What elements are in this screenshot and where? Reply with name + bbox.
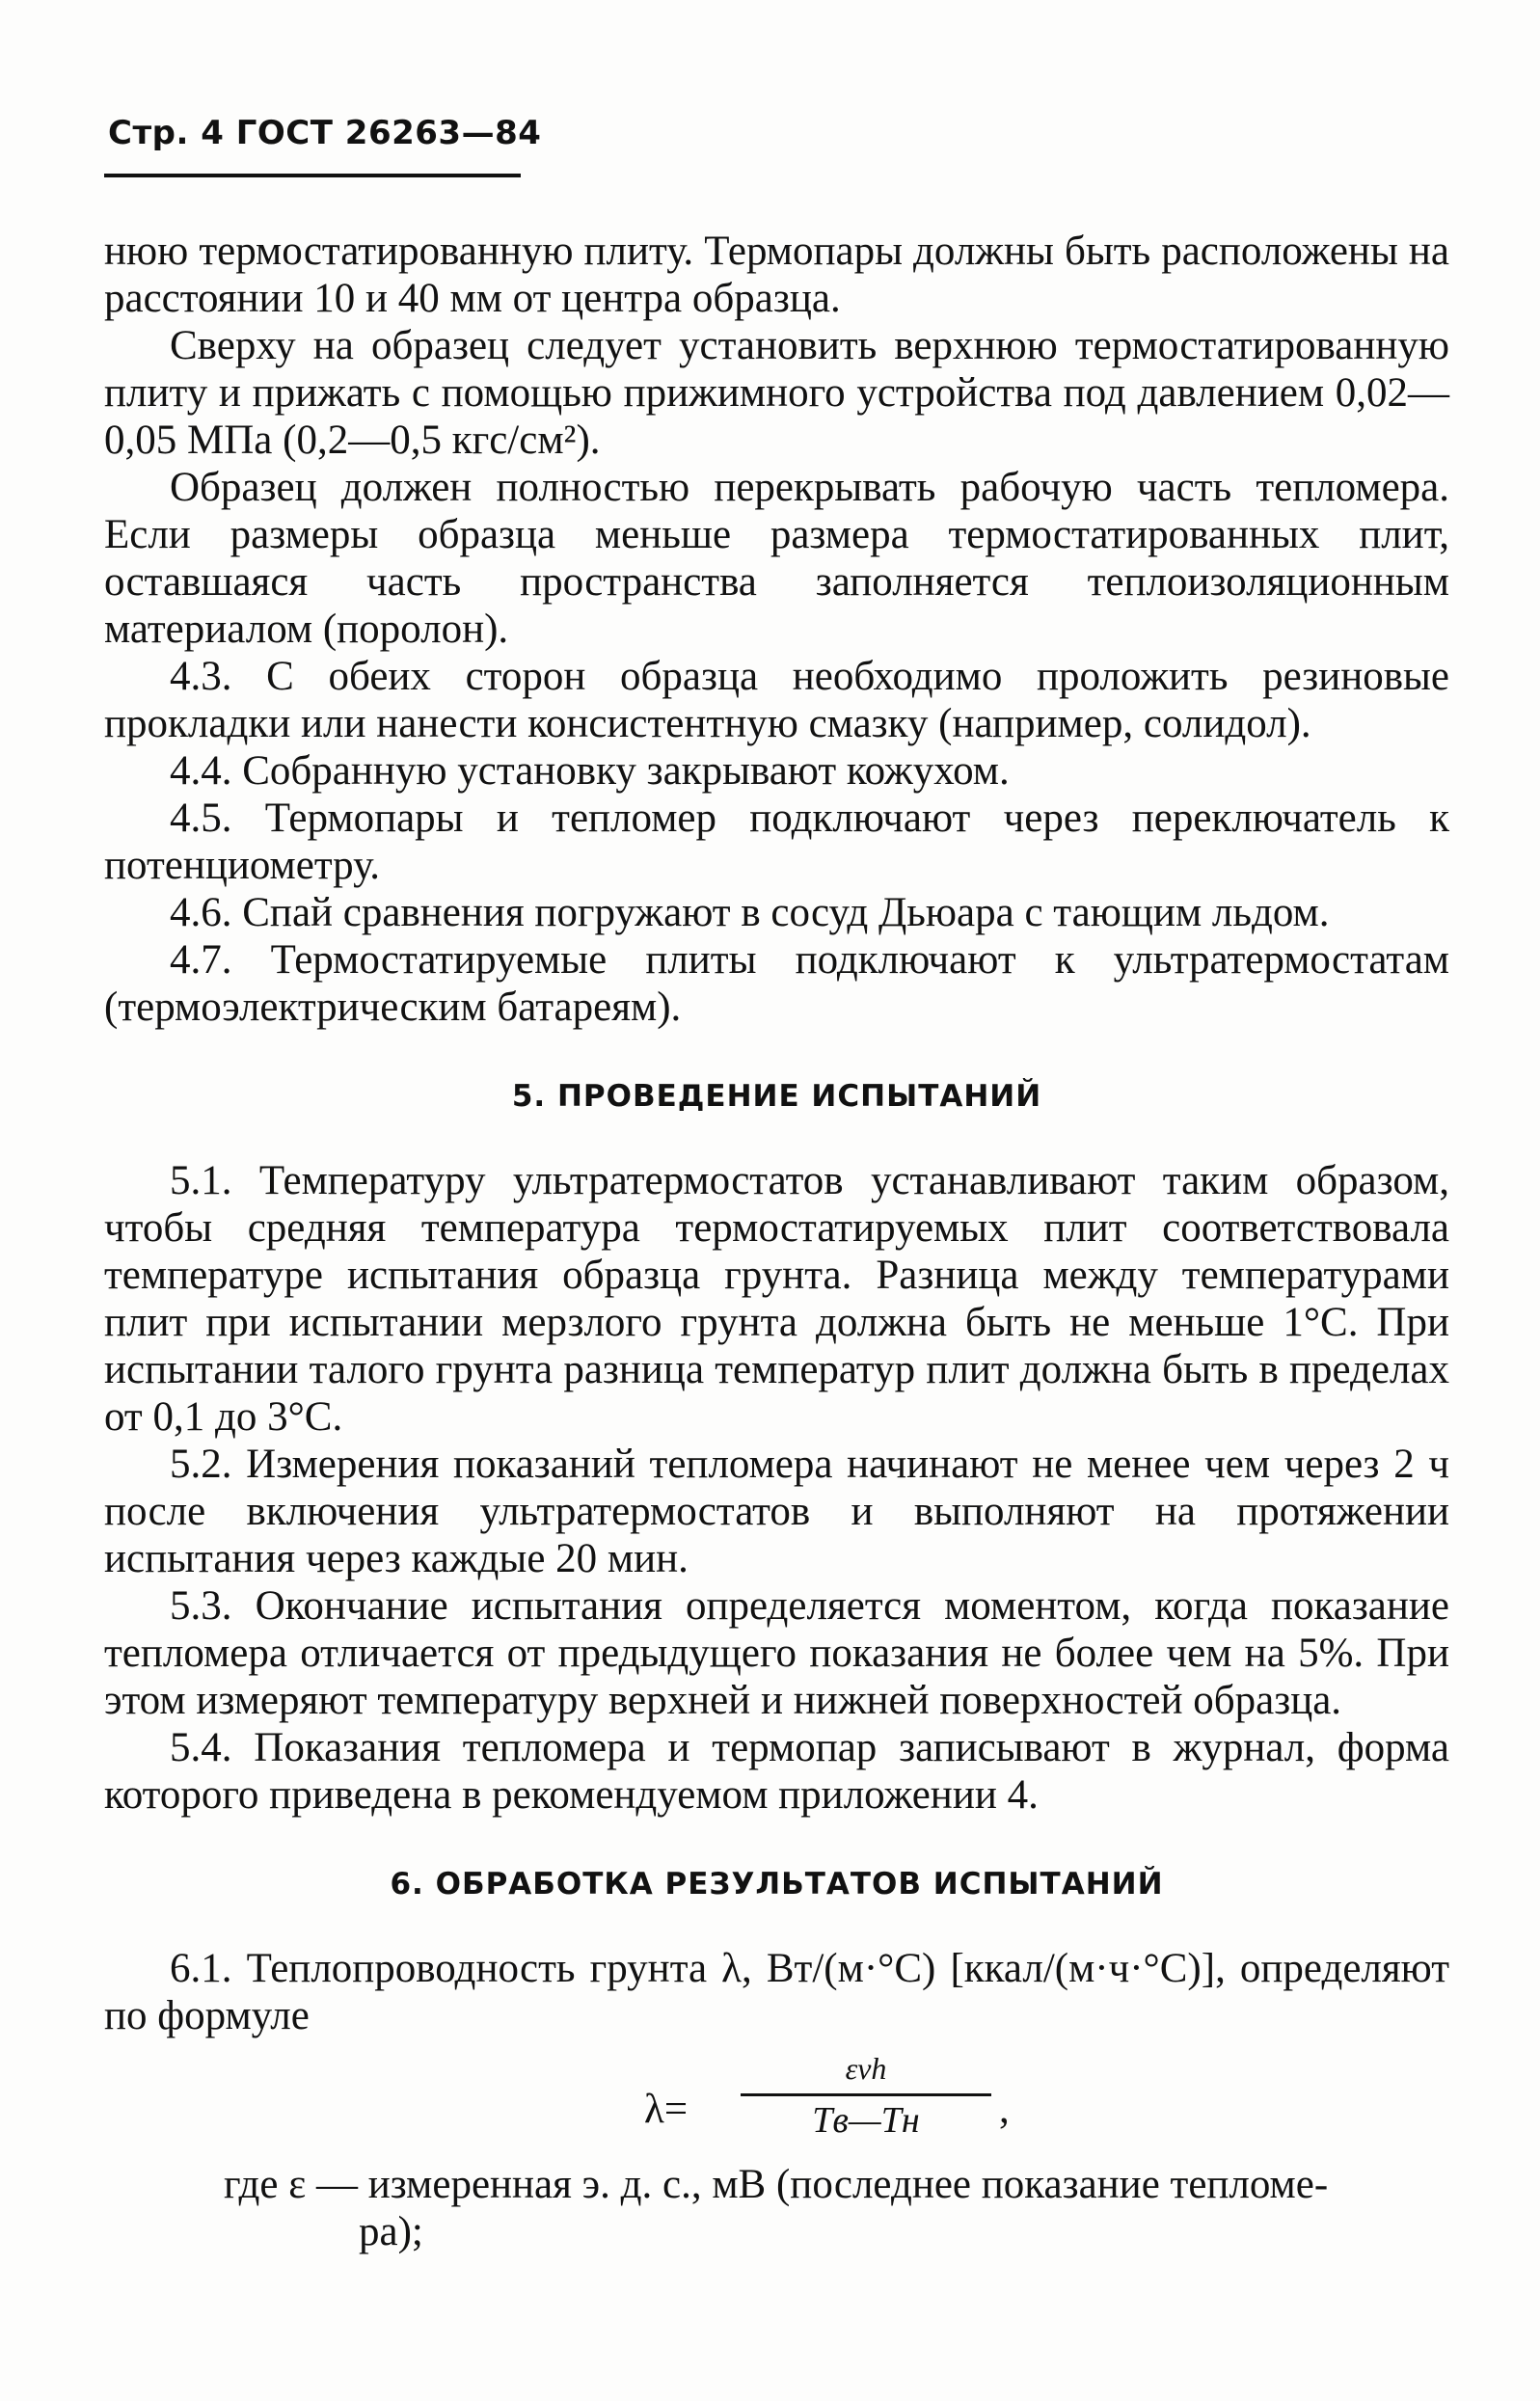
formula-fraction <box>741 2049 991 2141</box>
clause-6-1: 6.1. Теплопроводность грунта λ, Вт/(м·°С) [ккал/(м·ч·°С)], определяют по формуле <box>104 1946 1449 2038</box>
document-body <box>104 228 1449 2255</box>
clause-4-6: 4.6. Спай сравнения погружают в сосуд Дьюара с тающим льдом. <box>170 890 1330 935</box>
paragraph: Сверху на образец следует установить верхнюю термостатированную плиту и прижать с помощью прижимного устройства под давлением 0,02—0,05 МПа (0,2—0,5 кгс/см²). <box>104 323 1449 463</box>
clause-5-4: 5.4. Показания тепломера и термопар записывают в журнал, форма которого приведена в рекомендуемом приложении 4. <box>104 1725 1449 1818</box>
where-clause: где ε — измеренная э. д. с., мВ (последнее показание тепломе- <box>224 2162 1329 2207</box>
formula-lhs: λ= <box>644 2087 689 2132</box>
formula-denominator: Tв—Tн <box>812 2100 920 2141</box>
section-heading-6: 6. ОБРАБОТКА РЕЗУЛЬТАТОВ ИСПЫТАНИЙ <box>390 1867 1164 1902</box>
formula-numerator: εvh <box>845 2051 887 2086</box>
page-header: Стр. 4 ГОСТ 26263—84 <box>108 114 542 152</box>
clause-4-5: 4.5. Термопары и тепломер подключают через переключатель к потенциометру. <box>104 796 1449 888</box>
clause-4-3: 4.3. С обеих сторон образца необходимо проложить резиновые прокладки или нанести консистентную смазку (например, солидол). <box>104 654 1449 746</box>
formula-comma: , <box>999 2087 1010 2132</box>
clause-4-4: 4.4. Собранную установку закрывают кожухом. <box>170 748 1010 794</box>
clause-5-2: 5.2. Измерения показаний тепломера начинают не менее чем через 2 ч после включения ультратермостатов и выполняют на протяжении испытания через каждые 20 мин. <box>104 1442 1449 1581</box>
section-heading-5: 5. ПРОВЕДЕНИЕ ИСПЫТАНИЙ <box>511 1079 1042 1114</box>
header-rule <box>104 174 521 177</box>
clause-5-3: 5.3. Окончание испытания определяется моментом, когда показание тепломера отличается от предыдущего показания не более чем на 5%. При этом измеряют температуру верхней и нижней поверхностей образца. <box>104 1583 1449 1723</box>
paragraph: нюю термостатированную плиту. Термопары должны быть расположены на расстоянии 10 и 40 мм от центра образца. <box>104 229 1449 321</box>
clause-4-7: 4.7. Термостатируемые плиты подключают к ультратермостатам (термоэлектрическим батареям). <box>104 937 1449 1030</box>
formula <box>104 2049 1449 2155</box>
paragraph: Образец должен полностью перекрывать рабочую часть тепломера. Если размеры образца меньше размера термостатированных плит, оставшаяся часть пространства заполняется теплоизоляционным материалом (поролон). <box>104 465 1449 652</box>
where-clause-continued: ра); <box>359 2209 423 2254</box>
fraction-bar <box>741 2093 991 2096</box>
clause-5-1: 5.1. Температуру ультратермостатов устанавливают таким образом, чтобы средняя температура термостатируемых плит соответствовала температуре испытания образца грунта. Разница между температурами плит при испытании мерзлого грунта должна быть не меньше 1°С. При испытании талого грунта разница температур плит должна быть в пределах от 0,1 до 3°С. <box>104 1158 1449 1440</box>
